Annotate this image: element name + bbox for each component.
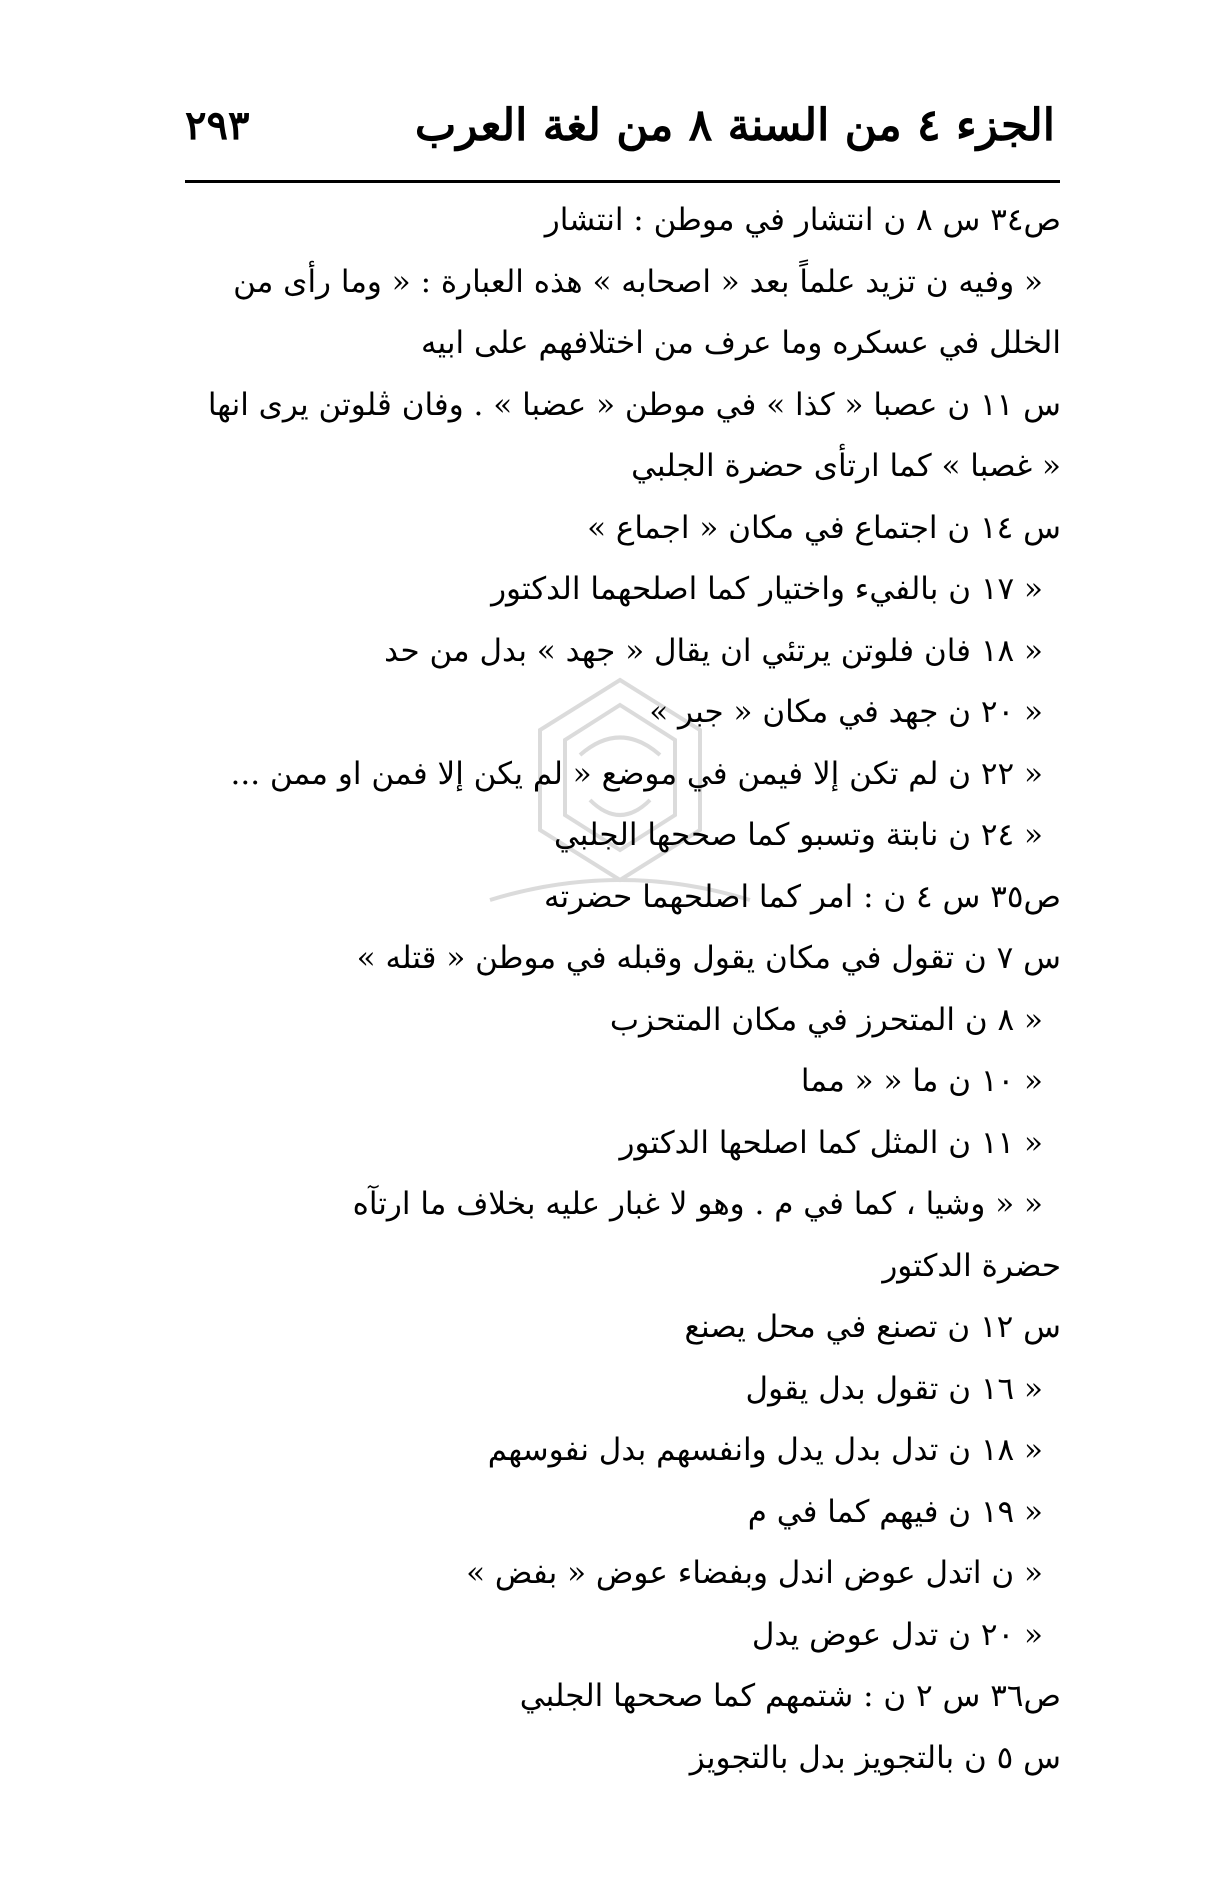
page-header (185, 100, 1055, 170)
text-line: « وفيه ن تزيد علماً بعد « اصحابه » هذه العبارة : « وما رأى من (233, 263, 1043, 300)
text-line: « ١٩ ن فيهم كما في م (747, 1493, 1043, 1530)
text-line: « ٢٠ ن جهد في مكان « جبر » (649, 694, 1043, 730)
text-line: الخلل في عسكره وما عرف من اختلافهم على ابيه (420, 325, 1061, 361)
text-line: « ٢٠ ن تدل عوض يدل (751, 1616, 1043, 1653)
text-line: س ١٢ ن تصنع في محل يصنع (684, 1309, 1061, 1345)
running-title: الجزء ٤ من السنة ٨ من لغة العرب (414, 100, 1055, 151)
text-line: س ٥ ن بالتجويز بدل بالتجويز (689, 1739, 1061, 1776)
page-number: ٢٩٣ (185, 102, 250, 149)
text-line: س ١٤ ن اجتماع في مكان « اجماع » (587, 509, 1061, 546)
text-line: « ٨ ن المتحرز في مكان المتحزب (609, 1001, 1043, 1038)
text-line: « ٢٢ ن لم تكن إلا فيمن في موضع « لم يكن إلا فمن او ممن ... (230, 755, 1043, 792)
text-line: س ١١ ن عصبا « كذا » في موطن « عضبا » . وفان ڤلوتن يرى انها (207, 386, 1061, 423)
text-line: « ١١ ن المثل كما اصلحها الدكتور (619, 1124, 1043, 1161)
text-line: « « وشيا ، كما في م . وهو لا غبار عليه بخلاف ما ارتآه (352, 1186, 1043, 1222)
text-line: « ١٧ ن بالفيء واختيار كما اصلحهما الدكتور (491, 571, 1043, 607)
text-line: س ٧ ن تقول في مكان يقول وقبله في موطن « قتله » (356, 940, 1061, 976)
text-line: « ١٠ ن ما « « مما (800, 1063, 1043, 1099)
header-rule (185, 180, 1060, 183)
text-line: « ن اتدل عوض اندل وبفضاء عوض « بفض » (466, 1555, 1043, 1591)
text-line: ص٣٤ س ٨ ن انتشار في موطن : انتشار (544, 202, 1061, 238)
text-line: « غصبا » كما ارتأى حضرة الجلبي (631, 448, 1061, 484)
text-line: « ١٨ فان فلوتن يرتئي ان يقال « جهد » بدل من حد (384, 632, 1043, 669)
text-line: « ١٦ ن تقول بدل يقول (745, 1370, 1043, 1407)
text-line: حضرة الدكتور (882, 1247, 1061, 1284)
text-line: ص٣٥ س ٤ ن : امر كما اصلحهما حضرته (543, 878, 1061, 915)
text-line: ص٣٦ س ٢ ن : شتمهم كما صححها الجلبي (519, 1678, 1061, 1714)
text-line: « ٢٤ ن نابتة وتسبو كما صححها الجلبي (553, 817, 1043, 853)
text-line: « ١٨ ن تدل بدل يدل وانفسهم بدل نفوسهم (487, 1432, 1043, 1468)
errata-list (181, 190, 1061, 1789)
